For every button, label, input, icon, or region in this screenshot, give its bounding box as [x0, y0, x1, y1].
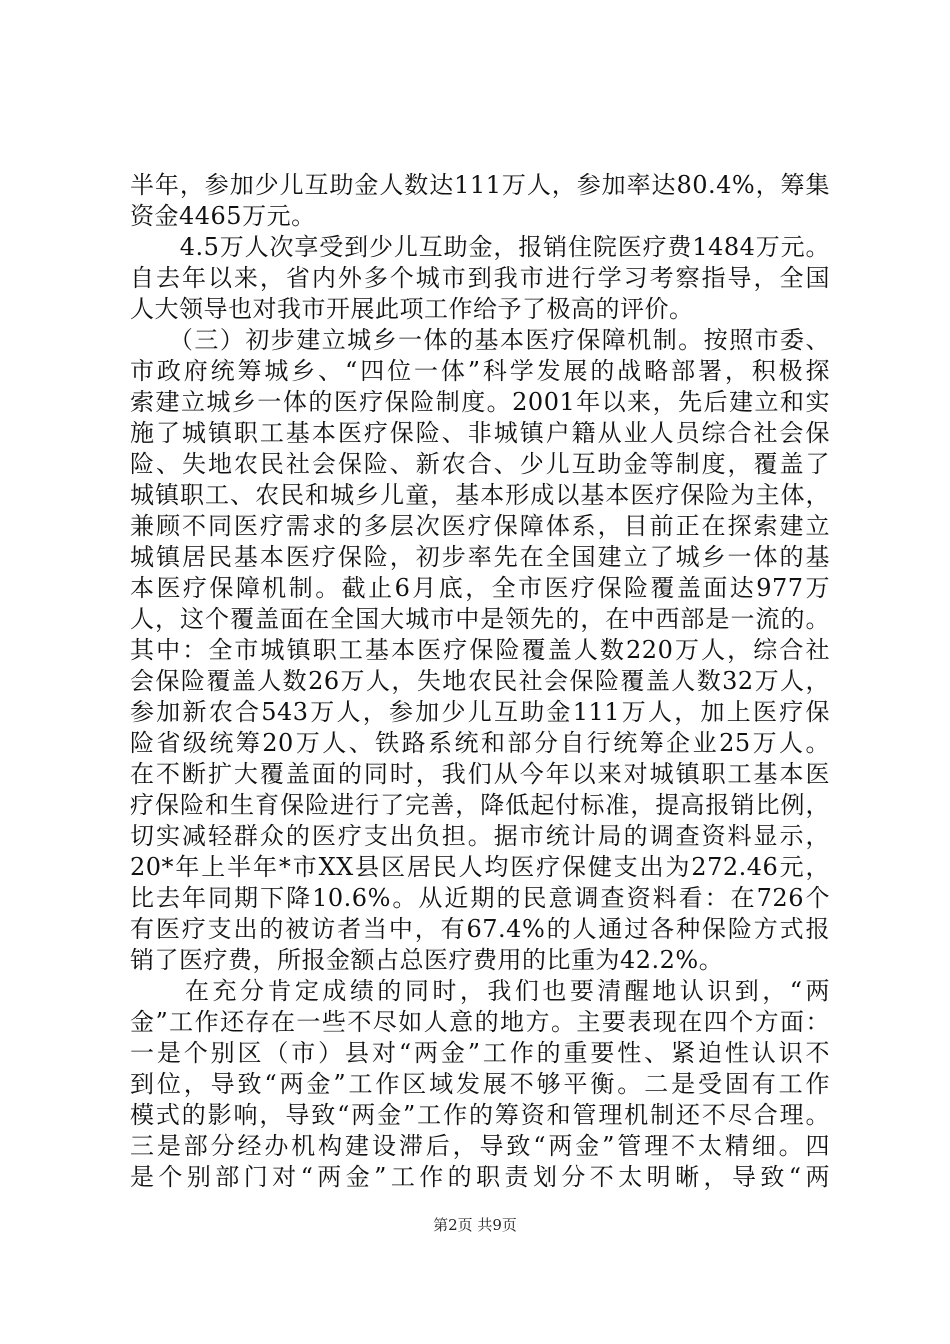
text-line: 其中：全市城镇职工基本医疗保险覆盖人数220万人，综合社	[130, 636, 830, 664]
text-line: 在充分肯定成绩的同时，我们也要清醒地认识到，“两	[130, 977, 830, 1005]
text-line: 险、失地农民社会保险、新农合、少儿互助金等制度，覆盖了	[130, 450, 830, 478]
document-body	[130, 170, 830, 1193]
text-line: 4.5万人次享受到少儿互助金，报销住院医疗费1484万元。	[130, 233, 830, 261]
text-line: （三）初步建立城乡一体的基本医疗保障机制。按照市委、	[130, 326, 830, 354]
page-footer	[0, 1214, 950, 1235]
text-line: 半年，参加少儿互助金人数达111万人，参加率达80.4%，筹集	[130, 171, 830, 199]
text-line: 市政府统筹城乡、“四位一体”科学发展的战略部署，积极探	[130, 357, 830, 385]
text-line: 有医疗支出的被访者当中，有67.4%的人通过各种保险方式报	[130, 915, 830, 943]
text-line: 人，这个覆盖面在全国大城市中是领先的，在中西部是一流的。	[130, 605, 830, 633]
text-line: 城镇居民基本医疗保险，初步率先在全国建立了城乡一体的基	[130, 543, 830, 571]
text-line: 在不断扩大覆盖面的同时，我们从今年以来对城镇职工基本医	[130, 760, 830, 788]
text-line: 疗保险和生育保险进行了完善，降低起付标准，提高报销比例，	[130, 791, 830, 819]
text-line: 险省级统筹20万人、铁路系统和部分自行统筹企业25万人。	[130, 729, 830, 757]
text-line: 销了医疗费，所报金额占总医疗费用的比重为42.2%。	[130, 946, 724, 974]
text-line: 模式的影响，导致“两金”工作的筹资和管理机制还不尽合理。	[130, 1101, 830, 1129]
text-line: 金”工作还存在一些不尽如人意的地方。主要表现在四个方面：	[130, 1008, 830, 1036]
text-line: 索建立城乡一体的医疗保险制度。2001年以来，先后建立和实	[130, 388, 830, 416]
text-line: 施了城镇职工基本医疗保险、非城镇户籍从业人员综合社会保	[130, 419, 830, 447]
text-line: 一是个别区（市）县对“两金”工作的重要性、紧迫性认识不	[130, 1039, 830, 1067]
text-line: 20*年上半年*市XX县区居民人均医疗保健支出为272.46元，	[130, 853, 830, 881]
text-line: 本医疗保障机制。截止6月底，全市医疗保险覆盖面达977万	[130, 574, 830, 602]
text-line: 切实减轻群众的医疗支出负担。据市统计局的调查资料显示，	[130, 822, 830, 850]
text-line: 自去年以来，省内外多个城市到我市进行学习考察指导，全国	[130, 264, 830, 292]
text-line: 会保险覆盖人数26万人，失地农民社会保险覆盖人数32万人，	[130, 667, 830, 695]
text-line: 资金4465万元。	[130, 202, 316, 230]
text-line: 三是部分经办机构建设滞后，导致“两金”管理不太精细。四	[130, 1132, 830, 1160]
text-line: 兼顾不同医疗需求的多层次医疗保障体系，目前正在探索建立	[130, 512, 830, 540]
text-line: 是个别部门对“两金”工作的职责划分不太明晰，导致“两	[130, 1163, 830, 1191]
text-line: 参加新农合543万人，参加少儿互助金111万人，加上医疗保	[130, 698, 830, 726]
text-line: 城镇职工、农民和城乡儿童，基本形成以基本医疗保险为主体，	[130, 481, 830, 509]
page-number-label: 第2页 共9页	[433, 1216, 517, 1234]
text-line: 比去年同期下降10.6%。从近期的民意调查资料看：在726个	[130, 884, 830, 912]
text-line: 到位，导致“两金”工作区域发展不够平衡。二是受固有工作	[130, 1070, 830, 1098]
text-line: 人大领导也对我市开展此项工作给予了极高的评价。	[130, 295, 694, 323]
